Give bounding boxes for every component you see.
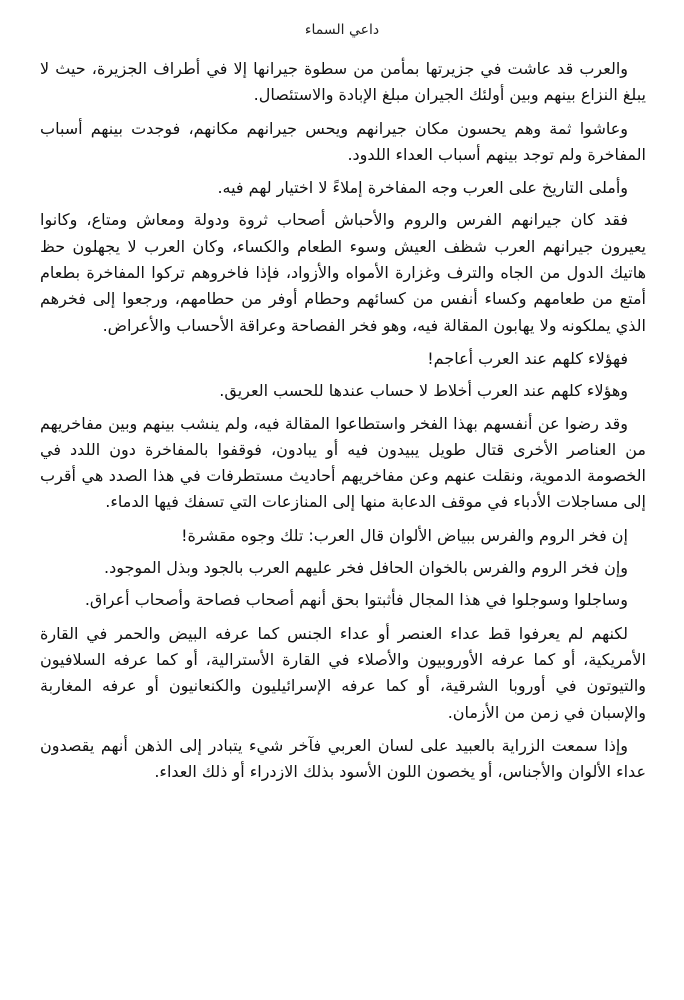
body-text bbox=[40, 56, 646, 792]
paragraph: إن فخر الروم والفرس ببياض الألوان قال العرب: تلك وجوه مقشرة! bbox=[181, 525, 628, 545]
paragraph: وإن فخر الروم والفرس بالخوان الحافل فخر عليهم العرب بالجود وبذل الموجود. bbox=[104, 558, 628, 578]
paragraph: وإذا سمعت الزراية بالعبيد على لسان العربي فآخر شيء يتبادر إلى الذهن أنهم يقصدون عداء الألوان والأجناس، أو يخصون اللون الأسود بذلك الازدراء أو ذلك العداء. bbox=[40, 735, 646, 782]
paragraph: وأملى التاريخ على العرب وجه المفاخرة إملاءً لا اختيار لهم فيه. bbox=[217, 178, 628, 198]
running-header: داعي السماء bbox=[304, 22, 380, 38]
paragraph: فقد كان جيرانهم الفرس والروم والأحباش أصحاب ثروة ودولة ومعاش ومتاع، وكانوا يعيرون جيرانهم العرب شظف العيش وسوء الطعام والكساء، وكان العرب لا يجهلون حظ هاتيك الدول من الجاه والترف وغزارة الأمواه والأزواد، فإذا فاخروهم تركوا المفاخرة بطعام أمتع من طعامهم وكساء أنفس من كسائهم وحطام أوفر من حطامهم، ورجعوا إلى فخرهم الذي يملكونه ولا يهابون المقالة فيه، وهو فخر الفصاحة وعراقة الأحساب والأعراض. bbox=[40, 210, 646, 335]
paragraph: وهؤلاء كلهم عند العرب أخلاط لا حساب عندها للحسب العريق. bbox=[219, 381, 628, 401]
paragraph: والعرب قد عاشت في جزيرتها بمأمن من سطوة جيرانها إلا في أطراف الجزيرة، حيث لا يبلغ النزاع بينهم وبين أولئك الجيران مبلغ الإبادة والاستئصال. bbox=[40, 59, 646, 105]
paragraph: وقد رضوا عن أنفسهم بهذا الفخر واستطاعوا المقالة فيه، ولم ينشب بينهم وبين مفاخريهم من العناصر الأخرى قتال طويل يبيدون فيه أو يبادون، فوقفوا بالمفاخرة دون اللدد في الخصومة الدموية، ونقلت عنهم وعن مفاخريهم أحاديث مستطرفات في هذا الصدد هي أقرب إلى مساجلات الأدباء في موقف الدعابة منها إلى المنازعات التي تسفك فيها الدماء. bbox=[40, 413, 646, 512]
paragraph: وساجلوا وسوجلوا في هذا المجال فأثبتوا بحق أنهم أصحاب فصاحة وأصحاب أعراق. bbox=[84, 590, 628, 610]
paragraph: وعاشوا ثمة وهم يحسون مكان جيرانهم ويحس جيرانهم مكانهم، فوجدت بينهم أسباب المفاخرة ولم توجد بينهم أسباب العداء اللدود. bbox=[40, 118, 646, 164]
paragraph: لكنهم لم يعرفوا قط عداء العنصر أو عداء الجنس كما عرفه البيض والحمر في القارة الأمريكية، أو كما عرفه الأوروبيون والأصلاء في القارة الأسترالية، أو كما عرفه السلافيون والتيوتون في أوروبا الشرقية، أو كما عرفه الإسرائيليون والكنعانيون أو عرفه المغاربة والإسبان في زمن من الأزمان. bbox=[40, 623, 646, 722]
paragraph: فهؤلاء كلهم عند العرب أعاجم! bbox=[427, 348, 628, 368]
